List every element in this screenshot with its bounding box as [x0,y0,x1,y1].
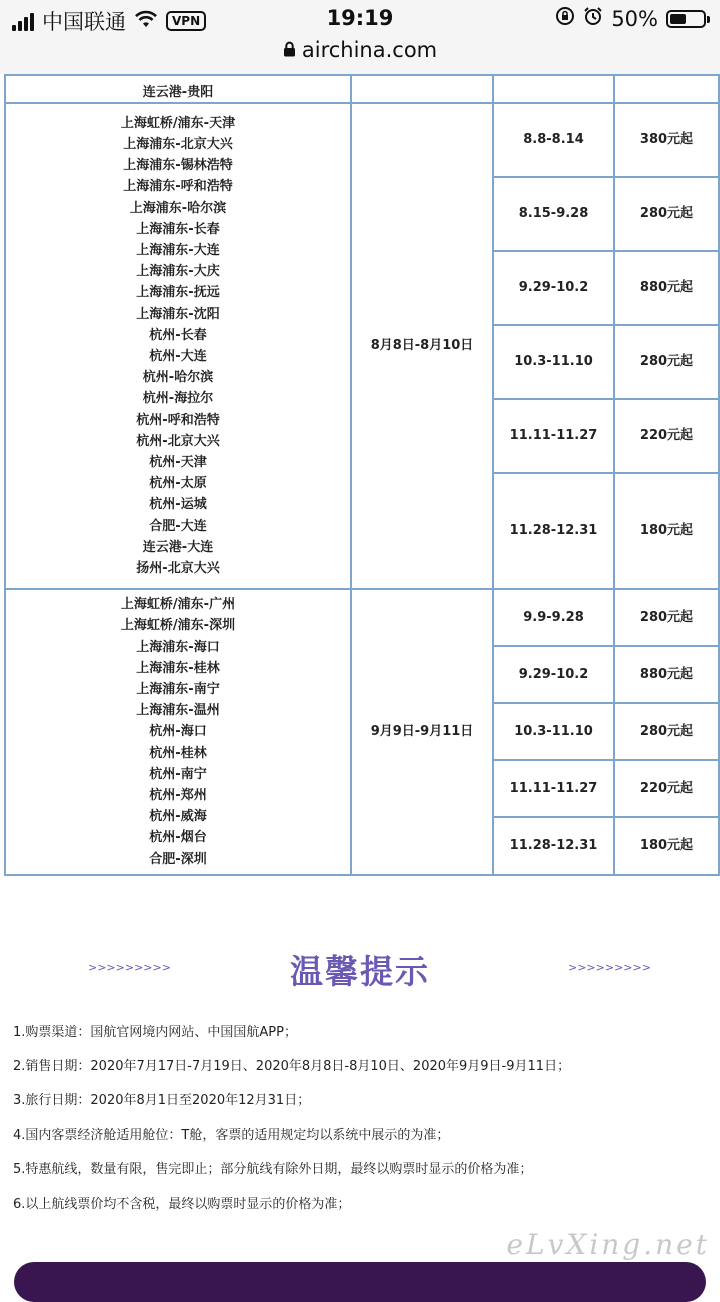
sale-date-cell: 8月8日-8月10日 [351,103,493,589]
price-label: 880元起 [615,647,718,704]
price-label: 280元起 [615,704,718,761]
route-text: 上海浦东-大庆 [136,264,220,280]
route-cell [5,103,351,589]
price-cell [614,103,719,589]
rotation-lock-icon [555,6,575,31]
route-text: 杭州-威海 [149,809,207,825]
address-bar[interactable] [0,38,720,62]
route-text: 上海浦东-海口 [136,639,220,655]
travel-date: 8.15-9.28 [494,178,613,252]
fare-table [4,74,718,876]
battery-icon [666,10,706,28]
tip-item: 6.以上航线票价均不含税，最终以购票时显示的价格为准； [13,1197,351,1212]
status-bar [0,4,720,36]
route-text: 杭州-烟台 [149,830,207,846]
travel-date: 8.8-8.14 [494,104,613,178]
bottom-action-bar[interactable] [14,1262,706,1302]
route-text: 杭州-长春 [149,327,207,343]
alarm-icon [583,6,603,31]
tip-item: 2.销售日期：2020年7月17日-7月19日、2020年8月8日-8月10日、2020年9月9日-9月11日； [13,1059,571,1074]
price-label: 280元起 [615,178,718,252]
decorative-arrows-right: >>>>>>>>> [568,961,651,974]
table-row [5,589,719,875]
route-text: 杭州-天津 [149,455,207,471]
route-text: 杭州-大连 [149,349,207,364]
route-text: 扬州-北京大兴 [136,561,220,577]
price-cell [614,589,719,875]
tip-item: 4.国内客票经济舱适用舱位：T舱，客票的适用规定均以系统中展示的为准； [13,1128,450,1143]
route-text: 上海浦东-抚远 [136,285,220,301]
travel-date-cell [493,103,614,589]
route-text: 杭州-海口 [149,724,207,740]
route-text: 连云港-贵阳 [142,85,214,100]
tip-item: 1.购票渠道：国航官网境内网站、中国国航APP； [13,1025,297,1040]
route-cell [5,589,351,875]
tips-title: 温馨提示 [290,952,430,991]
route-text: 上海浦东-长春 [136,221,220,237]
watermark: eLvXing.net [506,1228,710,1261]
tip-item: 3.旅行日期：2020年8月1日至2020年12月31日； [13,1093,311,1108]
route-text: 上海浦东-温州 [136,703,220,719]
travel-date: 10.3-11.10 [494,326,613,400]
price-label: 220元起 [615,761,718,818]
route-text: 杭州-呼和浩特 [136,412,220,428]
travel-date: 11.11-11.27 [494,400,613,474]
route-text: 上海浦东-沈阳 [136,306,220,322]
browser-chrome [0,0,720,74]
route-text: 合肥-深圳 [149,851,207,867]
route-text: 杭州-郑州 [149,788,207,803]
travel-date: 11.11-11.27 [494,761,613,818]
route-text: 杭州-运城 [149,497,207,513]
route-text: 上海浦东-大连 [136,242,220,258]
route-text: 上海浦东-呼和浩特 [123,179,233,195]
travel-date: 9.29-10.2 [494,647,613,704]
travel-date: 9.9-9.28 [494,590,613,647]
route-text: 连云港-大连 [142,539,214,555]
price-label: 380元起 [615,104,718,178]
price-label: 180元起 [639,523,694,538]
route-text: 杭州-北京大兴 [136,433,220,449]
route-text: 上海浦东-南宁 [136,681,220,697]
lock-icon [283,41,296,62]
route-text: 杭州-桂林 [149,745,207,761]
route-text: 杭州-海拉尔 [142,391,214,407]
route-text: 杭州-南宁 [149,766,207,782]
route-text: 上海浦东-锡林浩特 [123,158,233,174]
route-text: 杭州-哈尔滨 [142,370,214,386]
price-label: 280元起 [615,326,718,400]
price-label: 220元起 [615,400,718,474]
decorative-arrows-left: >>>>>>>>> [88,961,171,974]
travel-date: 10.3-11.10 [494,704,613,761]
battery-percent: 50% [611,6,658,31]
travel-date: 11.28-12.31 [509,523,598,538]
route-text: 上海浦东-哈尔滨 [129,200,227,216]
route-text: 上海虹桥/浦东-天津 [120,115,236,131]
vpn-badge: VPN [166,11,206,31]
tip-item: 5.特惠航线，数量有限，售完即止；部分航线有除外日期，最终以购票时显示的价格为准； [13,1162,533,1177]
table-row [5,103,719,589]
clock: 19:19 [326,6,394,30]
price-label: 280元起 [615,590,718,647]
travel-date: 9.29-10.2 [494,252,613,326]
price-label: 180元起 [639,838,694,853]
table-row [5,75,719,103]
route-text: 合肥-大连 [149,518,207,534]
carrier-name: 中国联通 [42,10,126,34]
route-text: 上海虹桥/浦东-深圳 [120,618,236,634]
route-cell [5,75,351,103]
url-text: airchina.com [301,38,438,62]
route-text: 上海浦东-桂林 [136,660,220,676]
sale-date-cell: 9月9日-9月11日 [351,589,493,875]
route-text: 杭州-太原 [149,476,207,492]
route-text: 上海虹桥/浦东-广州 [120,597,236,613]
price-label: 880元起 [615,252,718,326]
travel-date-cell [493,589,614,875]
route-text: 上海浦东-北京大兴 [123,136,233,152]
travel-date: 11.28-12.31 [509,838,598,853]
